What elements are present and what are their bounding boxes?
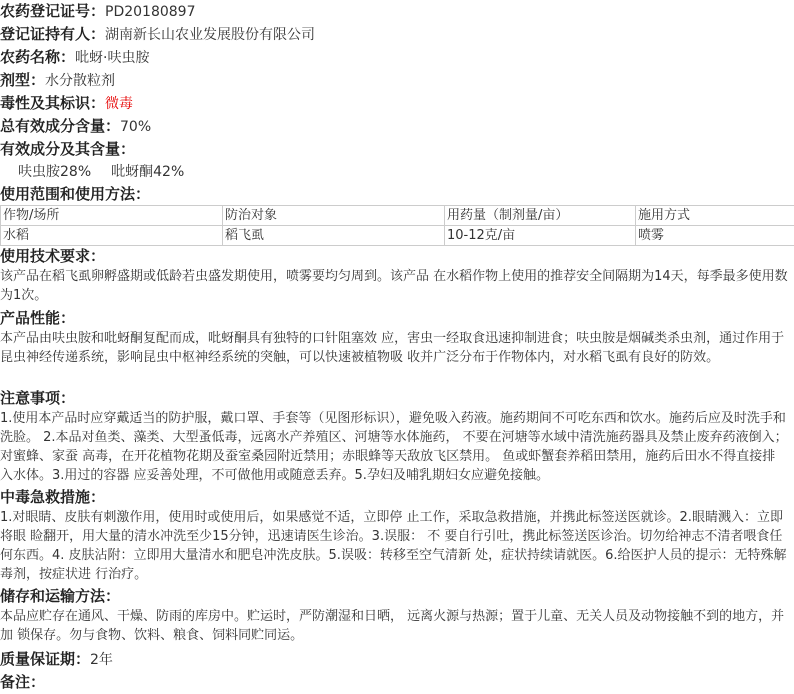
holder-row (0, 23, 315, 46)
usage-label: 使用范围和使用方法： (0, 185, 151, 203)
toxicity-row (0, 92, 133, 115)
table-header-cell: 防治对象 (223, 206, 445, 226)
shelf-life-value: 2年 (90, 652, 113, 668)
table-header-cell: 施用方式 (636, 206, 794, 226)
table-header-cell: 用药量（制剂量/亩） (445, 206, 636, 226)
ingredient-item: 呋虫胺28% (18, 164, 92, 180)
performance-label: 产品性能： (0, 309, 76, 327)
usage-heading (0, 183, 150, 205)
pesticide-name-label: 农药名称： (0, 48, 76, 66)
active-ingredients-list (18, 161, 184, 183)
first-aid-text: 1.对眼睛、皮肤有刺激作用，使用时或使用后，如果感觉不适，立即停 止工作，采取急救措施，并携此标签送医就诊。2.眼睛溅入：立即将眼 睑翻开，用大量的清水冲洗至少15分钟，迅速请医生诊治。3.误服： 不 要自行引吐，携此标签送医诊治。切勿给神志不清者喂食任何东西。4. 皮肤沾附：立即用大量清水和肥皂冲洗皮肤。5.误吸：转移至空气清新 处，症状持续请就医。6.给医护人员的提示：无特殊解毒剂，按症状进 行治疗。 (0, 510, 787, 582)
active-ingredients-label: 有效成分及其含量： (0, 140, 136, 158)
precautions-heading (0, 387, 75, 409)
formulation-label: 剂型： (0, 71, 46, 89)
storage-heading (0, 585, 120, 607)
total-content-row (0, 115, 151, 138)
formulation-row (0, 69, 115, 92)
active-ingredients-heading (0, 138, 135, 160)
table-cell-target: 稻飞虱 (223, 226, 445, 246)
first-aid-heading (0, 486, 105, 508)
technical-requirements-text: 该产品在稻飞虱卵孵盛期或低龄若虫盛发期使用，喷雾要均匀周到。该产品 在水稻作物上使用的推荐安全间隔期为14天，每季最多使用数为1次。 (0, 269, 788, 303)
toxicity-label: 毒性及其标识： (0, 94, 106, 112)
registration-no-row (0, 0, 196, 23)
storage-text: 本品应贮存在通风、干燥、防雨的库房中。贮运时，严防潮湿和日晒， 远离火源与热源；置于儿童、无关人员及动物接触不到的地方，并加 锁保存。勿与食物、饮料、粮食、饲料同贮同运。 (0, 609, 785, 643)
usage-table (0, 205, 794, 246)
total-content-value: 70% (120, 119, 152, 135)
total-content-label: 总有效成分含量： (0, 117, 121, 135)
performance-heading (0, 307, 75, 329)
precautions-text: 1.使用本产品时应穿戴适当的防护服，戴口罩、手套等（见图形标识），避免吸入药液。施药期间不可吃东西和饮水。施药后应及时洗手和洗脸。 2.本品对鱼类、藻类、大型蚤低毒，远离水产养殖区、河塘等水体施药， 不要在河塘等水域中清洗施药器具及禁止废弃药液倒入；对蜜蜂、家蚕 高毒，在开花植物花期及蚕室桑园附近禁用；赤眼蜂等天敌放飞区禁用。 鱼或虾蟹套养稻田禁用，施药后田水不得直接排入水体。3.用过的容器 应妥善处理，不可做他用或随意丢弃。5.孕妇及哺乳期妇女应避免接触。 (0, 411, 788, 483)
toxicity-value: 微毒 (105, 96, 134, 112)
technical-requirements-label: 使用技术要求： (0, 247, 106, 265)
table-cell-method: 喷雾 (636, 226, 794, 246)
table-row (1, 226, 794, 246)
storage-label: 储存和运输方法： (0, 587, 121, 605)
technical-requirements-heading (0, 245, 105, 267)
performance-text: 本产品由呋虫胺和吡蚜酮复配而成，吡蚜酮具有独特的口针阻塞效 应，害虫一经取食迅速抑制进食；呋虫胺是烟碱类杀虫剂，通过作用于 昆虫神经传递系统，影响昆虫中枢神经系统的突触，可以快速被植物吸 收并广泛分布于作物体内，对水稻飞虱有良好的防效。 (0, 331, 785, 365)
table-cell-dosage: 10-12克/亩 (445, 226, 636, 246)
precautions-label: 注意事项： (0, 389, 76, 407)
holder-label: 登记证持有人： (0, 25, 106, 43)
table-cell-crop: 水稻 (1, 226, 223, 246)
pesticide-name-value: 吡蚜·呋虫胺 (75, 50, 150, 66)
shelf-life-label: 质量保证期： (0, 650, 91, 668)
pesticide-name-row (0, 46, 149, 69)
first-aid-label: 中毒急救措施： (0, 488, 106, 506)
remarks-row (0, 671, 45, 693)
formulation-value: 水分散粒剂 (45, 73, 116, 89)
table-header-row (1, 206, 794, 226)
registration-no-value: PD20180897 (105, 4, 196, 20)
shelf-life-row (0, 648, 113, 671)
ingredient-item: 吡蚜酮42% (111, 164, 185, 180)
holder-value: 湖南新长山农业发展股份有限公司 (105, 27, 316, 43)
table-header-cell: 作物/场所 (1, 206, 223, 226)
remarks-label: 备注： (0, 673, 46, 691)
registration-no-label: 农药登记证号： (0, 2, 106, 20)
